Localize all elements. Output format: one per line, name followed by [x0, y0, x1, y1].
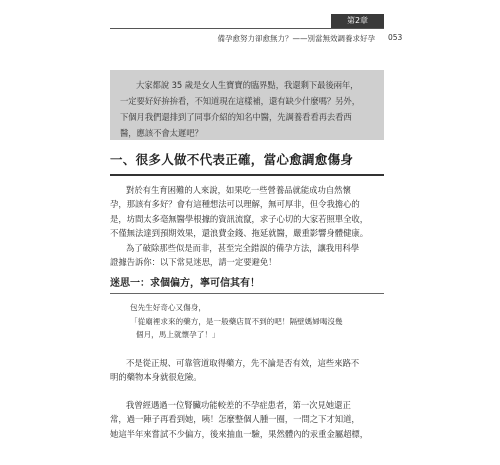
paragraph-line: 是，坊間太多毫無醫學根據的資訊流竄，求子心切的大家若照單全收， [110, 213, 369, 224]
header-rule [110, 28, 384, 29]
quote-line: 個月，馬上就懷孕了！」 [136, 330, 220, 339]
page-number: 053 [388, 33, 403, 42]
paragraph-line: 她這半年來嘗試不少偏方，後來抽血一驗，果然體內的汞重金屬超標， [110, 428, 369, 439]
intro-line: 一定要好好拚拚看，不知道現在這樣補，還有缺少什麼嗎？另外， [120, 96, 360, 106]
intro-line: 醫，應該不會太遲吧？ [120, 128, 203, 138]
paragraph-2 [110, 241, 384, 270]
paragraph-line: 我曾經遇過一位腎臟功能較差的不孕症患者，第一次見她還正 [126, 400, 351, 410]
paragraph-1 [110, 183, 384, 241]
intro-line: 大家都說 35 歲是女人生寶寶的臨界點，我還剩下最後兩年， [136, 80, 359, 90]
running-title: 備孕愈努力卻愈無力？——別當無效調養求好孕 [217, 34, 375, 43]
intro-quote-box [110, 70, 384, 140]
paragraph-line: 不是從正規、可靠管道取得藥方，先不論是否有效，這些來路不 [126, 358, 360, 368]
paragraph-line: 孕，那該有多好？會有這種想法可以理解，無可厚非，但令我擔心的 [110, 199, 360, 210]
paragraph-3 [110, 356, 384, 385]
paragraph-line: 常，過一陣子再看到她，咦！怎麼整個人腫一圈，一問之下才知道， [110, 414, 360, 425]
paragraph-4 [110, 398, 384, 441]
quote-line: 包先生好奇心又傷身， [130, 303, 206, 312]
myth-1-rule [110, 293, 384, 294]
section-title: 一、很多人做不代表正確，當心愈調愈傷身 [110, 152, 354, 167]
paragraph-line: 對於有生育困難的人來說，如果吃一些營養品就能成功自然懷 [126, 185, 351, 195]
patient-quote [130, 301, 380, 342]
quote-line: 「從廟裡求來的藥方，是一般藥店買不到的吧！隔壁媽婦喝沒幾 [130, 316, 343, 326]
paragraph-line: 為了破除那些似是而非，甚至完全錯誤的備孕方法，讓我用科學 [126, 243, 360, 253]
paragraph-line: 明的藥物本身就很危險。 [110, 372, 202, 383]
paragraph-line: 不僅無法達到預期效果，還浪費金錢、拖延就醫，嚴重影響身體健康。 [110, 228, 369, 239]
section-rule [110, 174, 384, 176]
intro-line: 下個月我們還排到了同事介紹的知名中醫，先調養看看再去看西 [120, 112, 352, 122]
paragraph-line: 證據告訴你：以下常見迷思，請一定要避免！ [110, 257, 277, 268]
chapter-tab: 第2章 [331, 14, 384, 28]
myth-1-heading: 迷思一：求個偏方，寧可信其有！ [110, 278, 260, 289]
